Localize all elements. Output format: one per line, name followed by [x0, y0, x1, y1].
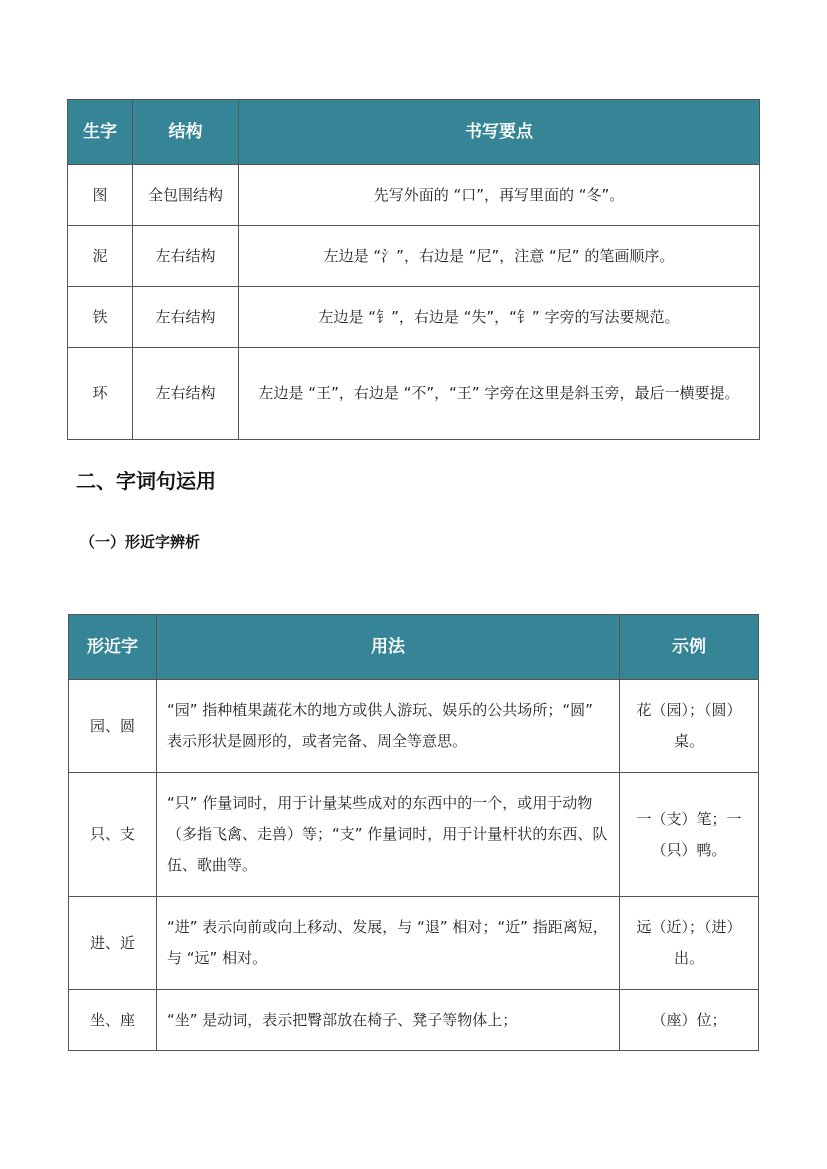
header-usage: 用法: [157, 615, 620, 680]
table-row: [68, 348, 760, 440]
subsection-title: （一）形近字辨析: [80, 533, 201, 551]
table-row: [69, 680, 759, 773]
header-structure: 结构: [133, 100, 239, 165]
table-row: [68, 287, 760, 348]
similar-chars-cell: 只、支: [69, 773, 157, 897]
structure-cell: 左右结构: [133, 226, 239, 287]
table-row: [69, 990, 759, 1051]
usage-cell: “进” 表示向前或向上移动、发展，与 “退” 相对；“近” 指距离短，与 “远” 相对。: [157, 897, 620, 990]
table-row: [68, 165, 760, 226]
header-writing-points: 书写要点: [239, 100, 760, 165]
table-header-row: [69, 615, 759, 680]
character-cell: 泥: [68, 226, 133, 287]
character-cell: 铁: [68, 287, 133, 348]
writing-point-cell: 左边是 “氵”，右边是 “尼”，注意 “尼” 的笔画顺序。: [239, 226, 760, 287]
table-row: [68, 226, 760, 287]
similar-chars-cell: 进、近: [69, 897, 157, 990]
writing-point-cell: 左边是 “钅”，右边是 “失”，“钅” 字旁的写法要规范。: [239, 287, 760, 348]
structure-cell: 左右结构: [133, 287, 239, 348]
example-cell: 花（园）；（圆）桌。: [620, 680, 759, 773]
similar-chars-cell: 坐、座: [69, 990, 157, 1051]
usage-cell: “园” 指种植果蔬花木的地方或供人游玩、娱乐的公共场所；“圆” 表示形状是圆形的，或者完备、周全等意思。: [157, 680, 620, 773]
character-cell: 图: [68, 165, 133, 226]
writing-point-cell: 先写外面的 “口”，再写里面的 “冬”。: [239, 165, 760, 226]
usage-cell: “坐” 是动词，表示把臀部放在椅子、凳子等物体上；: [157, 990, 620, 1051]
character-cell: 环: [68, 348, 133, 440]
table-row: [69, 773, 759, 897]
header-similar-chars: 形近字: [69, 615, 157, 680]
header-character: 生字: [68, 100, 133, 165]
header-example: 示例: [620, 615, 759, 680]
table-header-row: [68, 100, 760, 165]
example-cell: 远（近）；（进）出。: [620, 897, 759, 990]
similar-characters-table: [68, 614, 759, 1051]
writing-point-cell: 左边是 “王”，右边是 “不”，“王” 字旁在这里是斜玉旁，最后一横要提。: [239, 348, 760, 440]
usage-cell: “只” 作量词时，用于计量某些成对的东西中的一个，或用于动物（多指飞禽、走兽）等；“支” 作量词时，用于计量杆状的东西、队伍、歌曲等。: [157, 773, 620, 897]
section-title: 二、字词句运用: [76, 469, 216, 493]
similar-chars-cell: 园、圆: [69, 680, 157, 773]
structure-cell: 全包围结构: [133, 165, 239, 226]
structure-cell: 左右结构: [133, 348, 239, 440]
example-cell: 一（支）笔；一（只）鸭。: [620, 773, 759, 897]
example-cell: （座）位；: [620, 990, 759, 1051]
character-structure-table: [67, 99, 760, 440]
table-row: [69, 897, 759, 990]
